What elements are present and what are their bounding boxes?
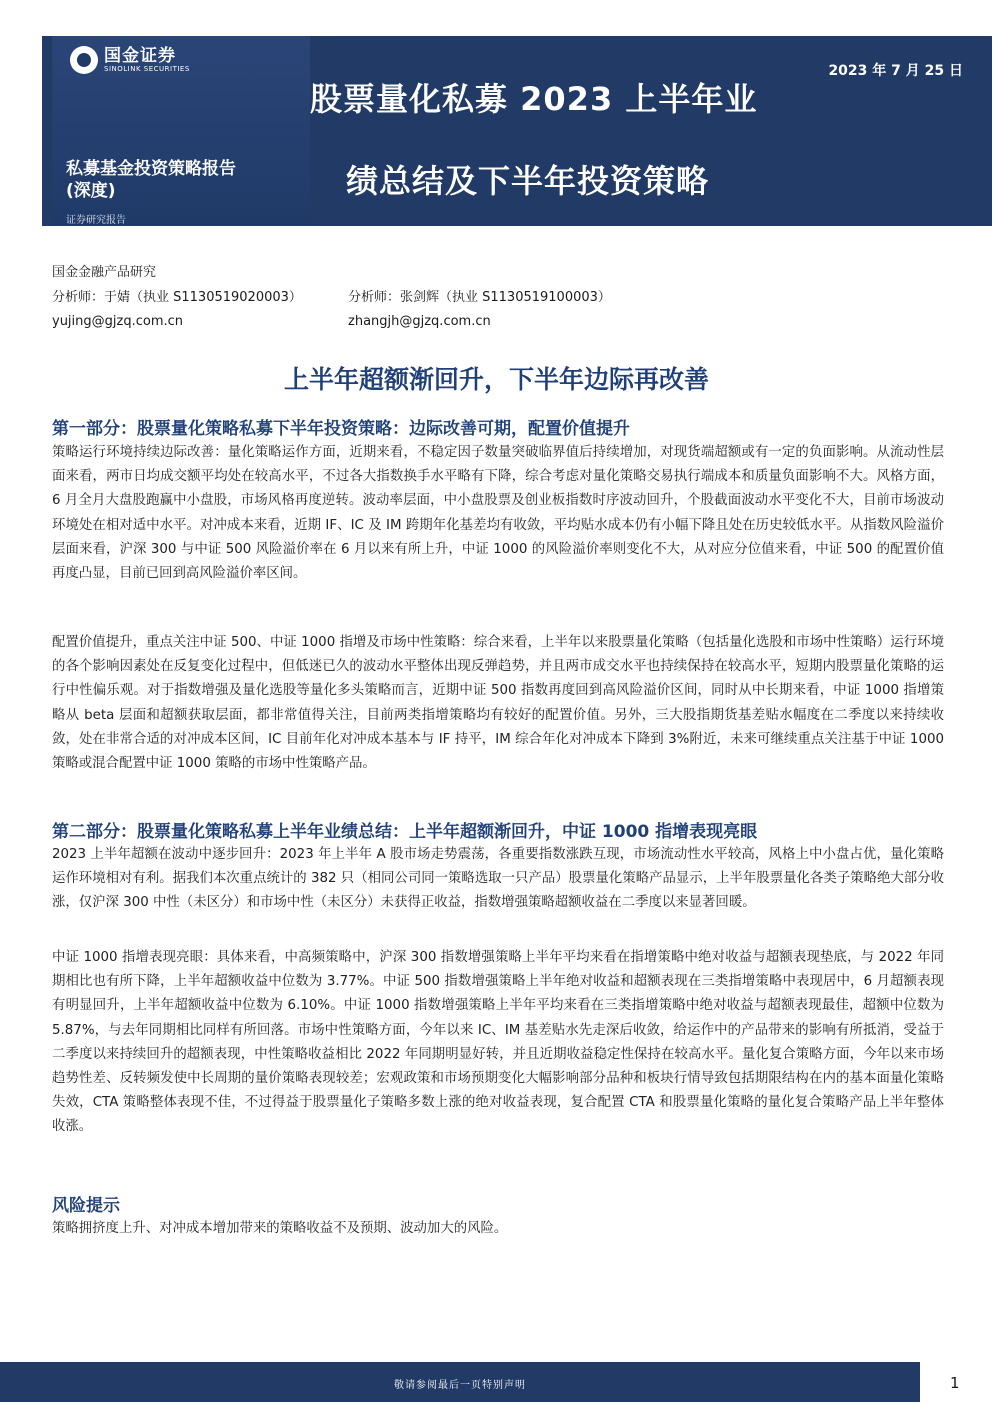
report-date: 2023 年 7 月 25 日 <box>828 63 963 79</box>
analyst-1-email[interactable]: yujing@gjzq.com.cn <box>52 314 184 329</box>
summary-headline: 上半年超额渐回升，下半年边际再改善 <box>283 365 709 394</box>
section-1-paragraph-2: 配置价值提升，重点关注中证 500、中证 1000 指增及市场中性策略：综合来看，上半年以来股票量化策略（包括量化选股和市场中性策略）运行环境的各个影响因素处在反复变化过程中，但低迷已久的波动水平整体出现反弹趋势，并且两市成交水平也持续保持在较高水平，短期内股票量化策略的运行中性偏乐观。对于指数增强及量化选股等量化多头策略而言，近期中证 500 指数再度回到高风险溢价区间，同时从中长期来看，中证 1000 指增策略从 beta 层面和超额获取层面，都非常值得关注，目前两类指增策略均有较好的配置价值。另外，三大股指期货基差贴水幅度在二季度以来持续收敛，处在非常合适的对冲成本区间，IC 目前年化对冲成本基本与 IF 持平，IM 综合年化对冲成本下降到 3%附近，未来可继续重点关注基于中证 1000 策略或混合配置中证 1000 策略的市场中性策略产品。 <box>52 635 944 772</box>
risk-paragraph: 策略拥挤度上升、对冲成本增加带来的策略收益不及预期、波动加大的风险。 <box>52 1221 508 1236</box>
report-type: 私募基金投资策略报告 (深度) <box>66 159 236 201</box>
risk-title: 风险提示 <box>52 1196 120 1216</box>
report-category: 证券研究报告 <box>66 215 126 226</box>
analyst-1: 分析师：于婧（执业 S1130519020003） <box>52 290 302 305</box>
logo-icon <box>70 46 98 74</box>
section-2-paragraph-2: 中证 1000 指增表现亮眼：具体来看，中高频策略中，沪深 300 指数增强策略上半年平均来看在指增策略中绝对收益与超额表现垫底，与 2022 年同期相比也有所下降，上半年超额收益中位数为 3.77%。中证 500 指数增强策略上半年绝对收益和超额表现在三类指增策略中表现居中，6 月超额表现有明显回升，上半年超额收益中位数为 6.10%。中证 1000 指数增强策略上半年平均来看在三类指增策略中绝对收益与超额表现最佳，超额中位数为 5.87%，与去年同期相比同样有所回落。市场中性策略方面，今年以来 IC、IM 基差贴水先走深后收敛，给运作中的产品带来的影响有所抵消，受益于二季度以来持续回升的超额表现，中性策略收益相比 2022 年同期明显好转，并且近期收益稳定性保持在较高水平。量化复合策略方面，今年以来市场趋势性差、反转频发使中长周期的量价策略表现较差；宏观政策和市场预期变化大幅影响部分品种和板块行情导致包括期限结构在内的基本面量化策略失效，CTA 策略整体表现不佳，不过得益于股票量化子策略多数上涨的绝对收益表现，复合配置 CTA 和股票量化策略的量化复合策略产品上半年整体收涨。 <box>52 950 944 1135</box>
report-title-line2: 绩总结及下半年投资策略 <box>346 162 710 200</box>
section-2-paragraph-1: 2023 上半年超额在波动中逐步回升：2023 年上半年 A 股市场走势震荡，各重要指数涨跌互现，市场流动性水平较高，风格上中小盘占优，量化策略运作环境相对有利。据我们本次重点统计的 382 只（相同公司同一策略选取一只产品）股票量化策略产品显示，上半年股票量化各类子策略绝大部分收涨，仅沪深 300 中性（未区分）和市场中性（未区分）未获得正收益，指数增强策略超额收益在二季度以来显著回暖。 <box>52 847 944 911</box>
footer-disclaimer: 敬请参阅最后一页特别声明 <box>394 1380 526 1391</box>
company-logo <box>70 46 190 74</box>
analyst-2: 分析师：张剑辉（执业 S1130519100003） <box>348 290 611 305</box>
logo-en: SINOLINK SECURITIES <box>104 64 190 73</box>
section-2-title: 第二部分：股票量化策略私募上半年业绩总结：上半年超额渐回升，中证 1000 指增表现亮眼 <box>52 822 758 842</box>
section-1-title: 第一部分：股票量化策略私募下半年投资策略：边际改善可期，配置价值提升 <box>52 419 630 439</box>
page-number: 1 <box>950 1374 960 1392</box>
logo-cn: 国金证券 <box>104 45 176 66</box>
research-dept: 国金金融产品研究 <box>52 265 157 280</box>
section-1-paragraph-1: 策略运行环境持续边际改善：量化策略运作方面，近期来看，不稳定因子数量突破临界值后持续增加，对现货端超额或有一定的负面影响。从流动性层面来看，两市日均成交额平均处在较高水平，不过各大指数换手水平略有下降，综合考虑对量化策略交易执行端成本和质量负面影响不大。风格方面，6 月全月大盘股跑赢中小盘股，市场风格再度逆转。波动率层面，中小盘股票及创业板指数时序波动回升，个股截面波动水平变化不大，目前市场波动环境处在相对适中水平。对冲成本来看，近期 IF、IC 及 IM 跨期年化基差均有收敛，平均贴水成本仍有小幅下降且处在历史较低水平。从指数风险溢价层面来看，沪深 300 与中证 500 风险溢价率在 6 月以来有所上升，中证 1000 的风险溢价率则变化不大，从对应分位值来看，中证 500 的配置价值再度凸显，目前已回到高风险溢价率区间。 <box>52 445 944 582</box>
analyst-2-email[interactable]: zhangjh@gjzq.com.cn <box>348 314 491 329</box>
report-title-line1: 股票量化私募 2023 上半年业 <box>310 80 758 118</box>
